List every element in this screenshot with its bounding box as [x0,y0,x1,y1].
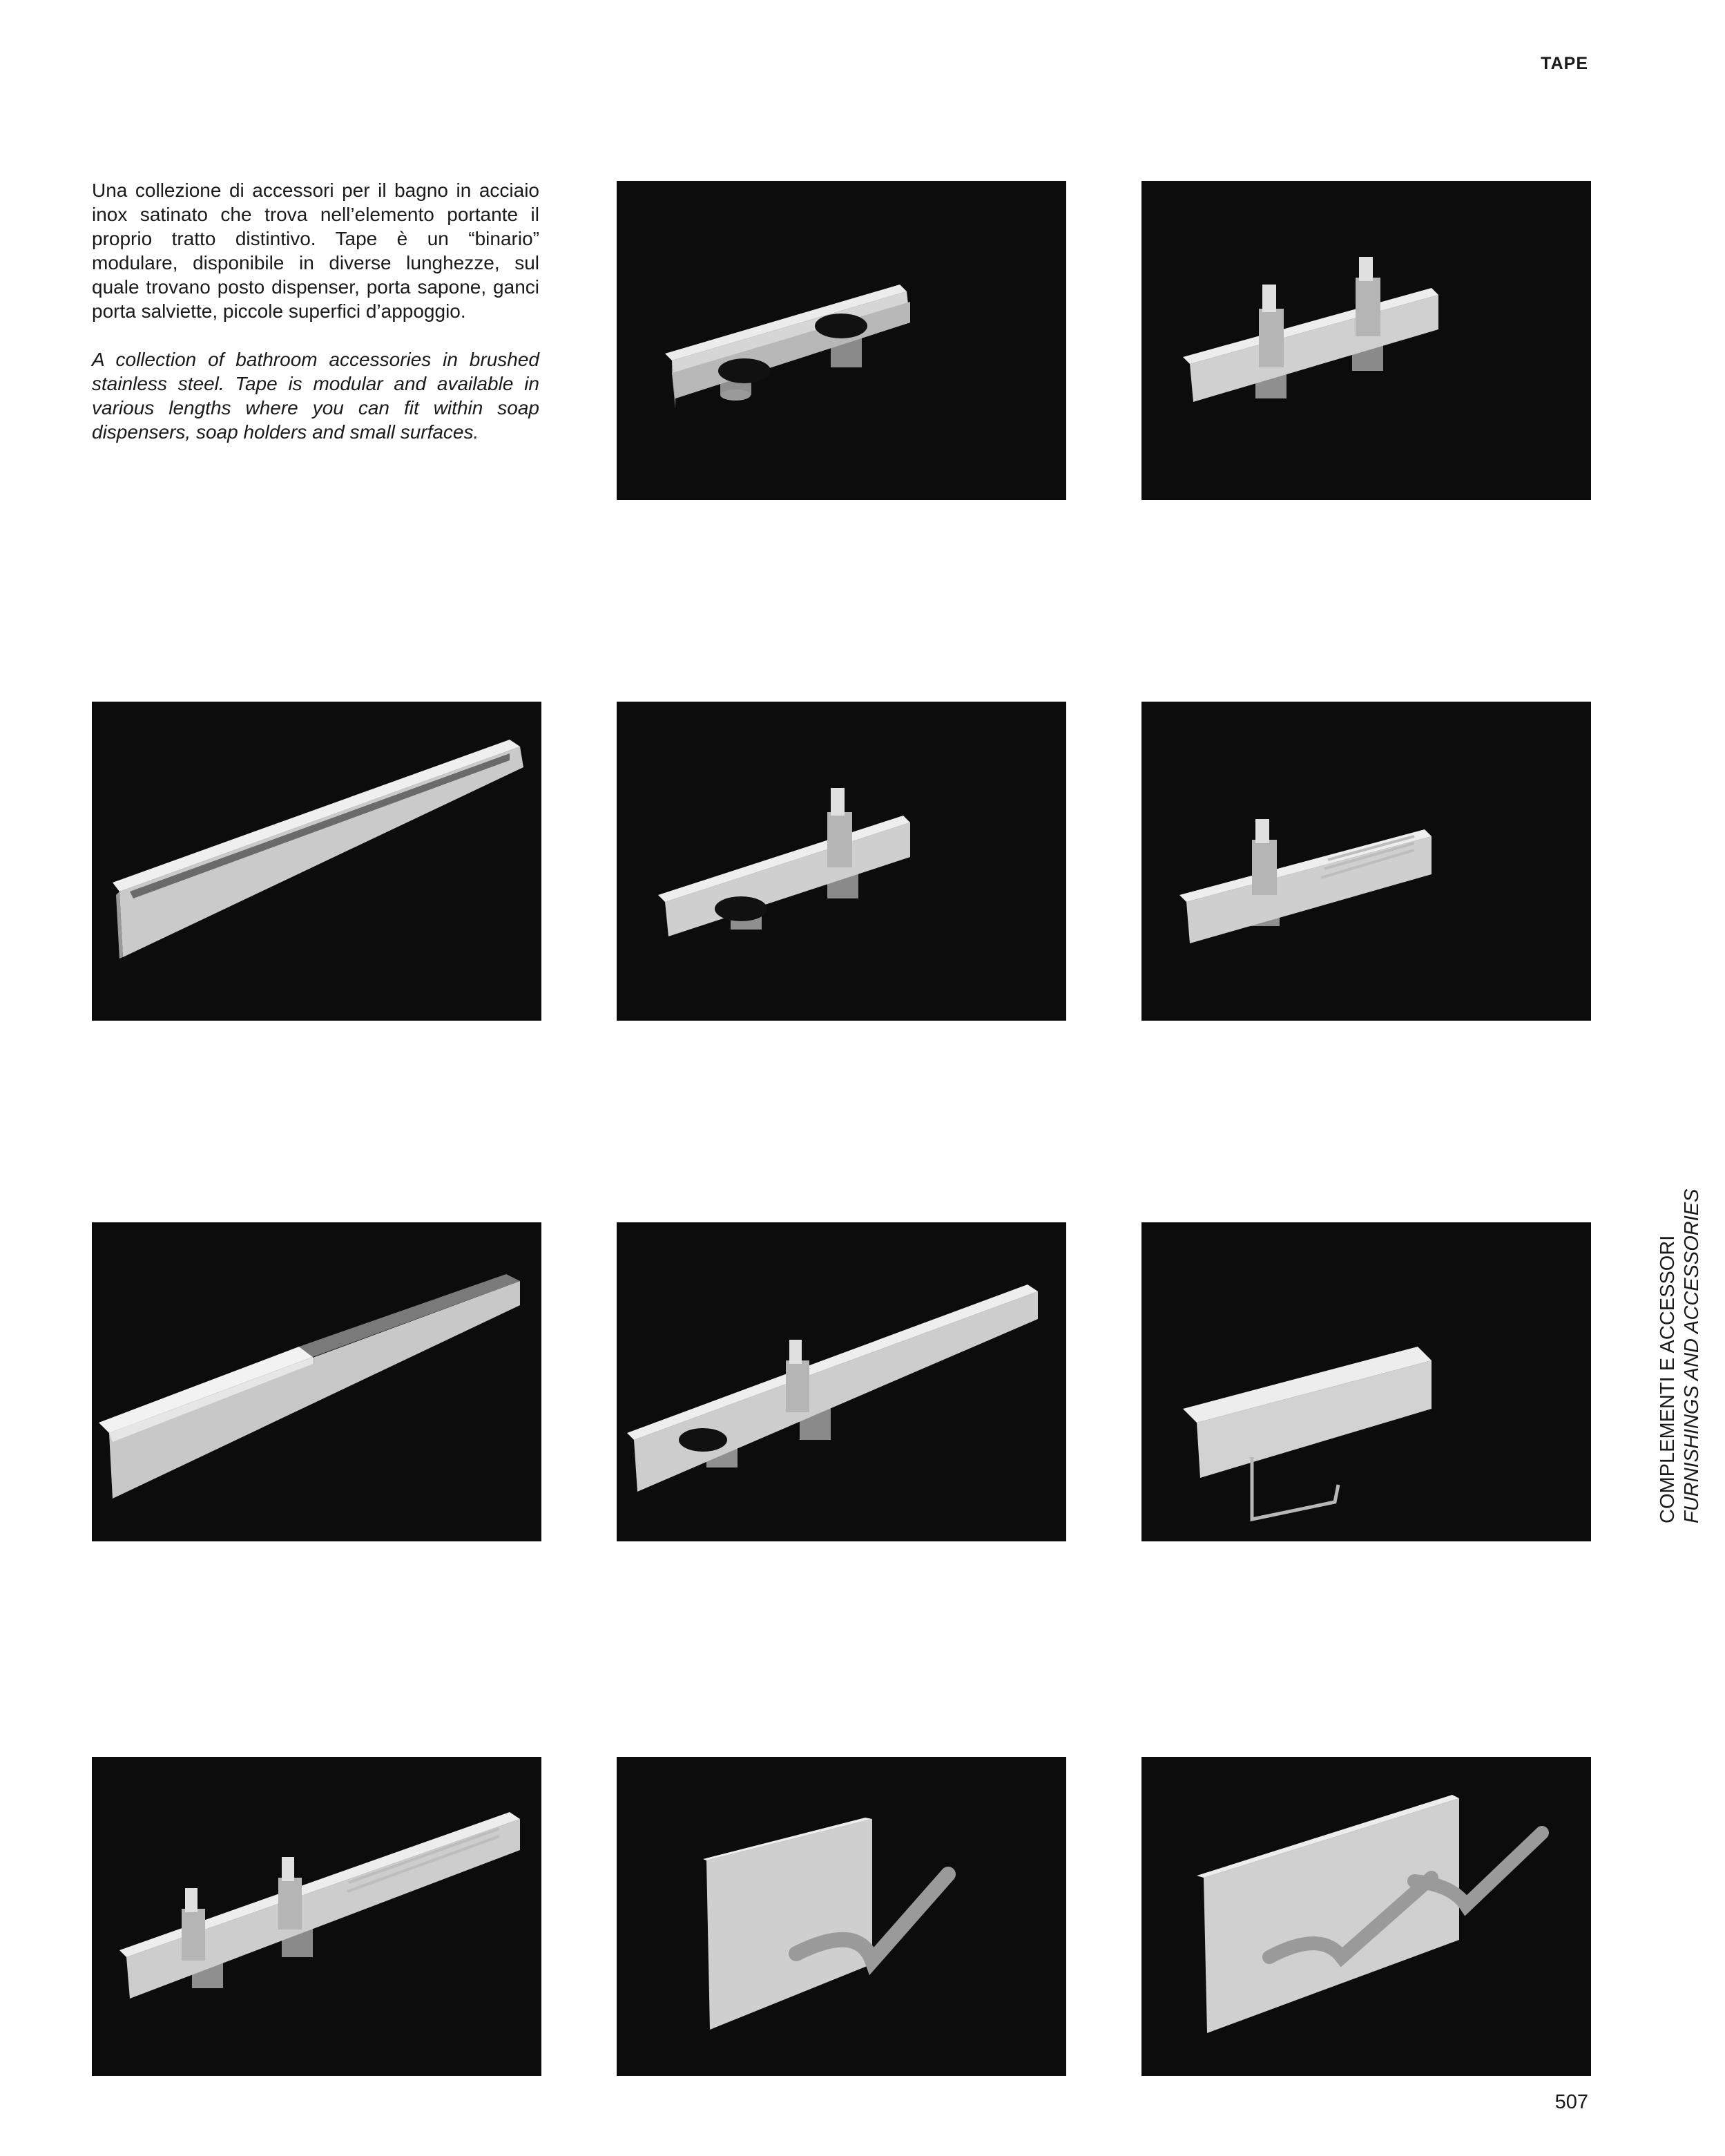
section-side-label [1656,1185,1704,1523]
product-photo-tray-two-dispensers-soap-dish [92,1757,541,2076]
product-photo-tray-two-dispensers [1141,181,1591,500]
product-photo-tray-two-holders [617,181,1066,500]
intro-english: A collection of bathroom accessories in brushed stainless steel. Tape is modular and available in various lengths where you can fit within soap dispensers, soap holders and small surfaces. [92,349,539,443]
product-photo-tray-holder-dispenser [617,702,1066,1021]
product-photo-single-hook [617,1757,1066,2076]
product-photo-double-hook [1141,1757,1591,2076]
page-number: 507 [1554,2091,1588,2113]
intro-text [92,178,539,468]
product-photo-roll-holder-shelf [1141,1222,1591,1541]
side-label-italian: COMPLEMENTI E ACCESSORI [1657,1235,1679,1523]
product-photo-tray-dispenser-soap-dish [1141,702,1591,1021]
product-photo-long-tray [92,702,541,1021]
side-label-english: FURNISHINGS AND ACCESSORIES [1681,1188,1703,1523]
product-photo-tray-with-cover [92,1222,541,1541]
product-photo-tray-holder-dispenser-long [617,1222,1066,1541]
page-header-title: TAPE [1541,54,1588,73]
intro-italian: Una collezione di accessori per il bagno in acciaio inox satinato che trova nell’elemento portante il proprio tratto distintivo. Tape è un “binario” modulare, disponibile in diverse lunghezze, sul quale trovano posto dispenser, porta sapone, ganci porta salviette, piccole superfici d’appoggio. [92,180,539,322]
